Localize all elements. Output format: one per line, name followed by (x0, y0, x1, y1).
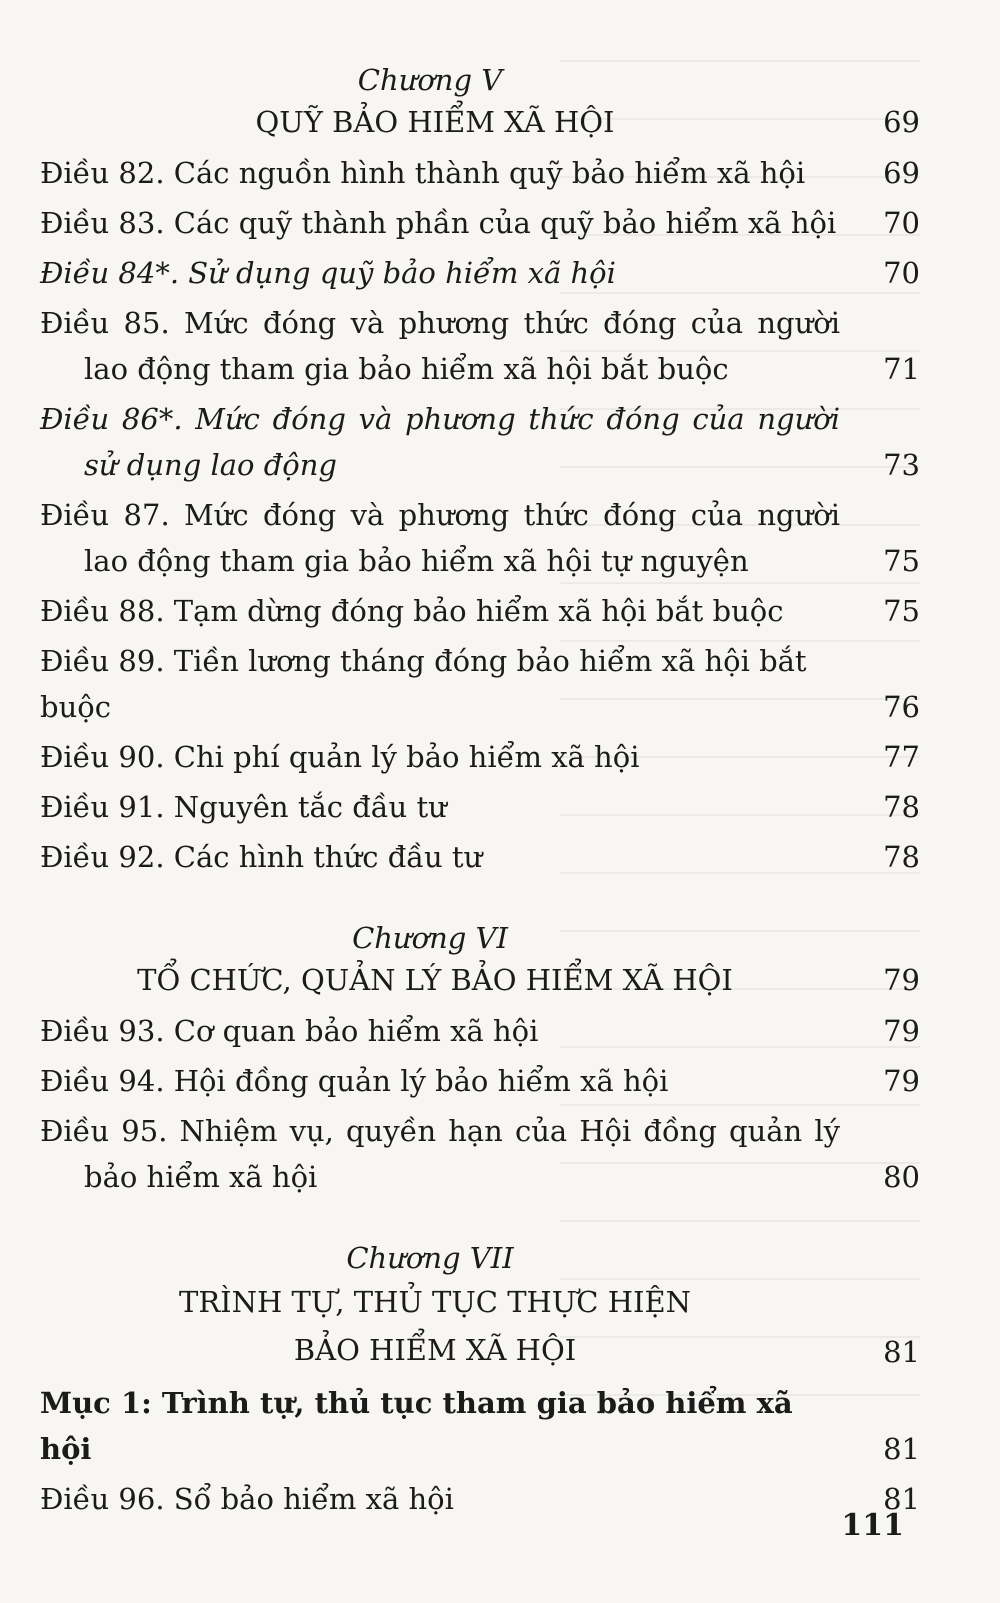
entry-page-number: 78 (883, 790, 920, 824)
entry-page-number: 79 (883, 1064, 920, 1098)
entry-page-number: 70 (883, 206, 920, 240)
chapter-page-number: 79 (883, 963, 920, 997)
entry-page-number: 77 (883, 740, 920, 774)
entry-title-continuation: lao động tham gia bảo hiểm xã hội bắt buộc (84, 352, 729, 386)
chapter-page-number: 81 (883, 1335, 920, 1369)
entry-page-number: 81 (883, 1482, 920, 1516)
entry-title-continuation: lao động tham gia bảo hiểm xã hội tự nguyện (84, 544, 749, 578)
chapter-label: Chương VII (346, 1241, 514, 1275)
entry-page-number: 69 (883, 156, 920, 190)
entry-title-continuation: bảo hiểm xã hội (84, 1160, 318, 1194)
entry-title-line: Điều 82. Các nguồn hình thành quỹ bảo hiểm xã hội (40, 156, 806, 190)
entry-title (40, 588, 860, 634)
entry-title (40, 1476, 860, 1522)
article-entry[interactable] (40, 1108, 920, 1200)
article-entry[interactable] (40, 150, 920, 196)
chapter-title-line: TRÌNH TỰ, THỦ TỤC THỰC HIỆN (179, 1285, 691, 1319)
chapter-title (40, 1278, 860, 1374)
entry-title-line: Điều 90. Chi phí quản lý bảo hiểm xã hội (40, 740, 640, 774)
section-entry[interactable] (40, 1380, 920, 1472)
entry-title (40, 300, 860, 392)
entry-page-number: 70 (883, 256, 920, 290)
article-entry[interactable] (40, 1008, 920, 1054)
entry-title (40, 638, 860, 730)
table-of-contents (40, 60, 920, 1526)
article-entry[interactable] (40, 1476, 920, 1522)
entry-title-line: Điều 83. Các quỹ thành phần của quỹ bảo hiểm xã hội (40, 206, 837, 240)
entry-title-line: Mục 1: Trình tự, thủ tục tham gia bảo hiểm xã hội (40, 1386, 793, 1466)
chapter-title (40, 100, 860, 144)
chapter-spacer (40, 1204, 920, 1238)
article-entry[interactable] (40, 250, 920, 296)
article-entry[interactable] (40, 734, 920, 780)
article-entry[interactable] (40, 396, 920, 488)
chapter-page-number: 69 (883, 105, 920, 139)
entry-title (40, 200, 860, 246)
entry-title-line: Điều 87. Mức đóng và phương thức đóng của người (40, 498, 840, 532)
article-entry[interactable] (40, 492, 920, 584)
article-entry[interactable] (40, 200, 920, 246)
chapter-spacer (40, 884, 920, 918)
entry-page-number: 71 (883, 352, 920, 386)
entry-title-line: Điều 93. Cơ quan bảo hiểm xã hội (40, 1014, 539, 1048)
entry-title (40, 1108, 860, 1200)
chapter-label: Chương V (357, 63, 503, 97)
article-entry[interactable] (40, 588, 920, 634)
page-number: 111 (841, 1508, 904, 1543)
entry-title-line: Điều 94. Hội đồng quản lý bảo hiểm xã hội (40, 1064, 669, 1098)
article-entry[interactable] (40, 784, 920, 830)
article-entry[interactable] (40, 834, 920, 880)
entry-title-line: Điều 91. Nguyên tắc đầu tư (40, 790, 447, 824)
chapter-title (40, 958, 860, 1002)
chapter-heading[interactable] (40, 1278, 920, 1374)
entry-page-number: 75 (883, 544, 920, 578)
article-entry[interactable] (40, 638, 920, 730)
entry-page-number: 73 (883, 448, 920, 482)
entry-title (40, 834, 860, 880)
entry-title (40, 492, 860, 584)
chapter-title-line: BẢO HIỂM XÃ HỘI (293, 1333, 577, 1367)
entry-title-line: Điều 89. Tiền lương tháng đóng bảo hiểm xã hội bắt buộc (40, 644, 807, 724)
entry-title (40, 250, 860, 296)
article-entry[interactable] (40, 300, 920, 392)
entry-title (40, 784, 860, 830)
entry-title-line: Điều 96. Sổ bảo hiểm xã hội (40, 1482, 454, 1516)
entry-page-number: 78 (883, 840, 920, 874)
entry-title-line: Điều 86*. Mức đóng và phương thức đóng của người (40, 402, 840, 436)
chapter-title-line: QUỸ BẢO HIỂM XÃ HỘI (255, 105, 615, 139)
entry-title (40, 1058, 860, 1104)
entry-title-line: Điều 85. Mức đóng và phương thức đóng của người (40, 306, 840, 340)
entry-title-continuation: sử dụng lao động (84, 448, 337, 482)
article-entry[interactable] (40, 1058, 920, 1104)
chapter-heading[interactable] (40, 100, 920, 144)
entry-title-line: Điều 88. Tạm dừng đóng bảo hiểm xã hội bắt buộc (40, 594, 784, 628)
entry-title-line: Điều 84*. Sử dụng quỹ bảo hiểm xã hội (40, 256, 616, 290)
chapter-heading[interactable] (40, 958, 920, 1002)
entry-title (40, 396, 860, 488)
entry-title (40, 150, 860, 196)
entry-title (40, 1380, 860, 1472)
chapter-label: Chương VI (352, 921, 508, 955)
entry-page-number: 75 (883, 594, 920, 628)
chapter-title-line: TỔ CHỨC, QUẢN LÝ BẢO HIỂM XÃ HỘI (137, 963, 733, 997)
entry-title-line: Điều 95. Nhiệm vụ, quyền hạn của Hội đồng quản lý (40, 1114, 840, 1148)
entry-title (40, 1008, 860, 1054)
entry-title (40, 734, 860, 780)
entry-page-number: 81 (883, 1432, 920, 1466)
entry-page-number: 76 (883, 690, 920, 724)
entry-title-line: Điều 92. Các hình thức đầu tư (40, 840, 483, 874)
entry-page-number: 79 (883, 1014, 920, 1048)
entry-page-number: 80 (883, 1160, 920, 1194)
